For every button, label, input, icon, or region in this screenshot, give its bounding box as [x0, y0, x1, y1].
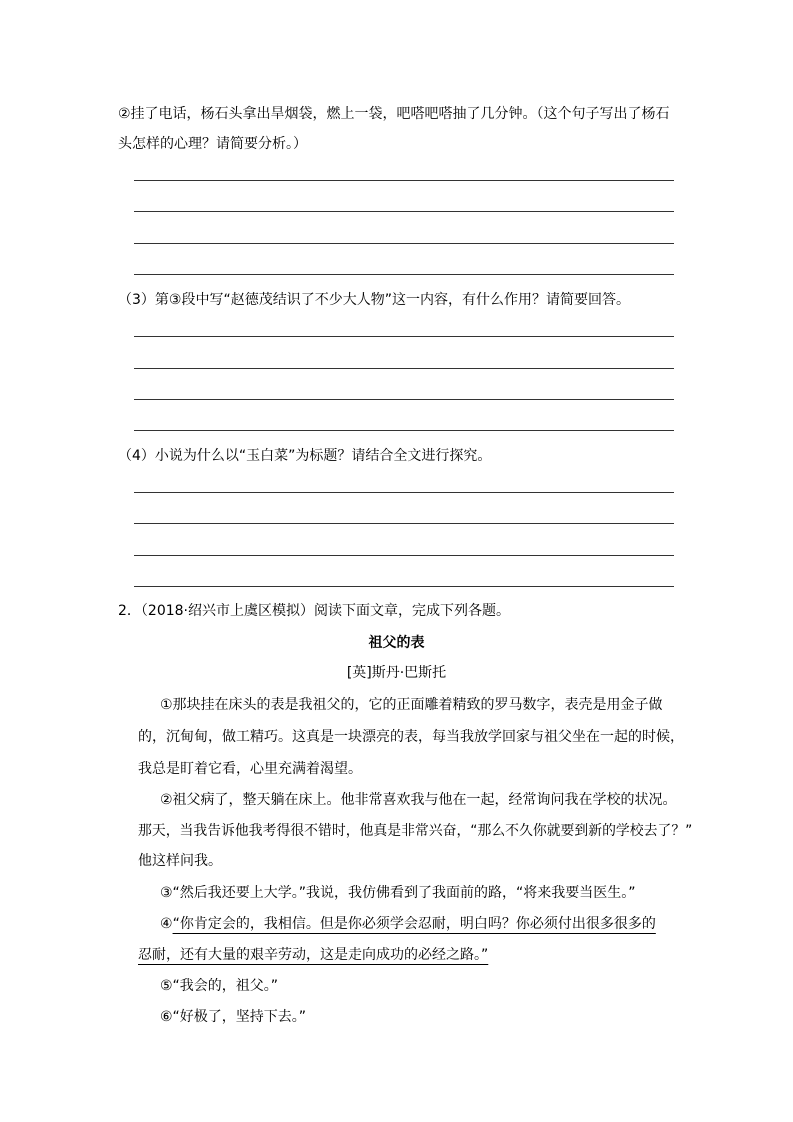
answer-line[interactable]	[134, 243, 674, 244]
answer-line[interactable]	[134, 555, 674, 556]
article-author: [英]斯丹·巴斯托	[346, 665, 447, 681]
paragraph-5: ⑤“我会的，祖父。”	[160, 978, 279, 994]
answer-line[interactable]	[134, 399, 674, 400]
question-2-prompt-line-1: ②挂了电话，杨石头拿出旱烟袋，燃上一袋，吧嗒吧嗒抽了几分钟。（这个句子写出了杨石	[118, 106, 670, 122]
answer-line[interactable]	[134, 211, 674, 212]
answer-line[interactable]	[134, 492, 674, 493]
paragraph-2-line-3: 他这样问我。	[138, 853, 222, 869]
paragraph-2-line-2: 那天，当我告诉他我考得很不错时，他真是非常兴奋，“那么不久你就要到新的学校去了？”	[138, 823, 693, 839]
paragraph-4-underlined-text-1: “你肯定会的，我相信。但是你必须学会忍耐，明白吗？你必须付出很多很多的	[172, 916, 656, 932]
question-2-prompt-line-2: 头怎样的心理？请简要分析。）	[118, 136, 307, 152]
answer-line[interactable]	[134, 274, 674, 275]
answer-line[interactable]	[134, 586, 674, 587]
article-title: 祖父的表	[368, 635, 425, 651]
answer-line[interactable]	[134, 336, 674, 337]
paragraph-4-number: ④	[160, 916, 173, 932]
paragraph-3: ③“然后我还要上大学。”我说，我仿佛看到了我面前的路，“将来我要当医生。”	[160, 885, 636, 901]
answer-line[interactable]	[134, 368, 674, 369]
paragraph-6: ⑥“好极了，坚持下去。”	[160, 1009, 307, 1025]
question-header: 2．（2018·绍兴市上虞区模拟）阅读下面文章，完成下列各题。	[118, 603, 510, 619]
paragraph-1-line-2: 的，沉甸甸，做工精巧。这真是一块漂亮的表，每当我放学回家与祖父坐在一起的时候，	[138, 729, 684, 745]
paragraph-2-line-1: ②祖父病了，整天躺在床上。他非常喜欢我与他在一起，经常询问我在学校的状况。	[160, 792, 677, 808]
paragraph-1-line-3: 我总是盯着它看，心里充满着渴望。	[138, 761, 362, 777]
paragraph-1-line-1: ①那块挂在床头的表是我祖父的，它的正面雕着精致的罗马数字，表壳是用金子做	[160, 697, 663, 713]
answer-line[interactable]	[134, 523, 674, 524]
question-4-prompt: （4）小说为什么以“玉白菜”为标题？请结合全文进行探究。	[118, 448, 492, 464]
answer-line[interactable]	[134, 180, 674, 181]
answer-line[interactable]	[134, 430, 674, 431]
question-3-prompt: （3）第③段中写“赵德茂结识了不少大人物”这一内容，有什么作用？请简要回答。	[118, 292, 630, 308]
paragraph-4-underlined-text-2: 忍耐，还有大量的艰辛劳动，这是走向成功的必经之路。”	[138, 947, 489, 963]
paragraph-4-line-1	[160, 914, 656, 934]
